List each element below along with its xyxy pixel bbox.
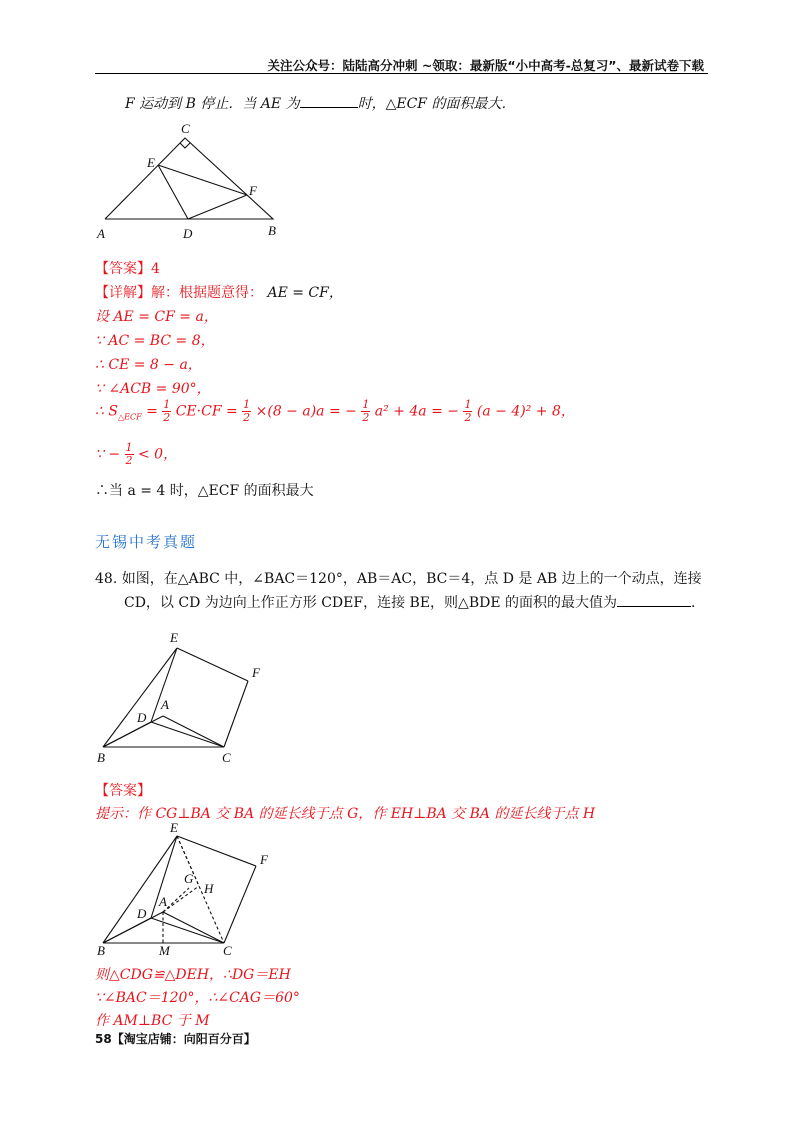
header-rule xyxy=(95,73,708,74)
fraction-half: $\frac{1}{2}$ xyxy=(243,398,251,424)
label-B: B xyxy=(268,223,276,238)
fraction-half: $\frac{1}{2}$ xyxy=(163,398,171,424)
prev-question-line xyxy=(125,93,515,113)
prev-question-start: F 运动到 B 停止．当 AE 为 xyxy=(125,96,300,112)
area-term-2: ×(8 − a)a = − xyxy=(255,403,357,420)
q48-line-2-end: ． xyxy=(691,595,705,611)
label-E: E xyxy=(170,630,178,645)
answer2-step-1: 则△CDG≌△DEH，∴DG＝EH xyxy=(95,967,291,983)
label-A: A xyxy=(159,894,167,909)
label-H: H xyxy=(204,881,214,896)
label-D: D xyxy=(137,710,147,725)
step-4: ∵ ∠ACB = 90°， xyxy=(95,381,211,397)
figure-square-with-aux xyxy=(90,822,280,962)
area-term-3: a² + 4a = − xyxy=(374,403,459,420)
section-title: 无锡中考真题 xyxy=(95,533,198,551)
answer2-step-2: ∵∠BAC＝120°，∴∠CAG＝60° xyxy=(95,990,300,1006)
label-C: C xyxy=(223,943,232,958)
figure-triangle-ecf xyxy=(90,118,290,243)
step-3: ∴ CE = 8 − a， xyxy=(95,357,202,373)
label-D: D xyxy=(137,906,147,921)
label-A: A xyxy=(97,226,105,241)
q48-line-2 xyxy=(124,592,705,612)
fraction-half: $\frac{1}{2}$ xyxy=(464,398,472,424)
label-C: C xyxy=(181,121,190,136)
answer-tag: 【答案】 xyxy=(95,261,151,277)
label-B: B xyxy=(97,750,105,765)
area-term-1: CE·CF = xyxy=(175,403,243,420)
neg-prefix: ∵ − xyxy=(95,446,121,463)
label-M: M xyxy=(159,943,170,958)
answer1-line xyxy=(95,258,160,278)
answer-blank xyxy=(617,594,691,607)
answer-value: 4 xyxy=(151,261,160,277)
step-6-negative xyxy=(95,442,177,467)
step-2: ∵ AC = BC = 8， xyxy=(95,333,215,349)
detail-intro: 解：根据题意得： xyxy=(151,285,263,301)
label-E: E xyxy=(170,822,178,835)
answer2-hint: 提示：作 CG⊥BA 交 BA 的延长线于点 G，作 EH⊥BA 交 BA 的延长线于点 H xyxy=(95,806,596,822)
area-subscript: △ECF xyxy=(117,412,142,422)
answer2-tag: 【答案】 xyxy=(95,783,151,799)
area-eq: = xyxy=(141,403,163,420)
page-footer xyxy=(95,1030,256,1047)
label-F: F xyxy=(249,183,257,198)
page-header: 关注公众号：陆陆高分冲刺 ~领取：最新版“小中高考-总复习”、最新试卷下载 xyxy=(267,58,704,73)
step-7-conclusion: ∴当 a = 4 时，△ECF 的面积最大 xyxy=(95,483,314,499)
label-C: C xyxy=(222,750,231,765)
q48-line-1: 48. 如图，在△ABC 中，∠BAC＝120°，AB＝AC，BC＝4，点 D 是 AB 边上的一个动点，连接 xyxy=(95,571,702,587)
fraction-half: $\frac{1}{2}$ xyxy=(362,398,370,424)
label-F: F xyxy=(260,852,268,867)
label-A: A xyxy=(161,697,169,712)
label-D: D xyxy=(183,226,193,241)
area-prefix: ∴ S xyxy=(95,403,118,420)
detail-intro-line xyxy=(95,282,343,302)
answer-blank xyxy=(300,95,358,108)
detail-tag: 【详解】 xyxy=(95,285,151,301)
step-5-area-formula xyxy=(95,399,575,424)
fraction-half: $\frac{1}{2}$ xyxy=(125,441,133,467)
label-B: B xyxy=(97,943,105,958)
q48-line-2-start: CD，以 CD 为边向上作正方形 CDEF，连接 BE，则△BDE 的面积的最大值为 xyxy=(124,595,617,611)
shop-name: 【淘宝店铺：向阳百分百】 xyxy=(111,1032,256,1046)
label-F: F xyxy=(252,665,260,680)
label-G: G xyxy=(184,871,194,886)
prev-question-end: 时，△ECF 的面积最大． xyxy=(357,96,516,112)
answer2-step-3: 作 AM⊥BC 于 M xyxy=(95,1013,210,1029)
detail-intro-math: AE = CF， xyxy=(267,285,343,301)
figure-square-cdef xyxy=(90,626,280,766)
step-1: 设 AE = CF = a， xyxy=(95,309,218,325)
label-E: E xyxy=(147,155,155,170)
neg-suffix: < 0， xyxy=(138,446,178,463)
area-term-4: (a − 4)² + 8， xyxy=(476,403,575,420)
page-number: 58 xyxy=(95,1032,112,1046)
